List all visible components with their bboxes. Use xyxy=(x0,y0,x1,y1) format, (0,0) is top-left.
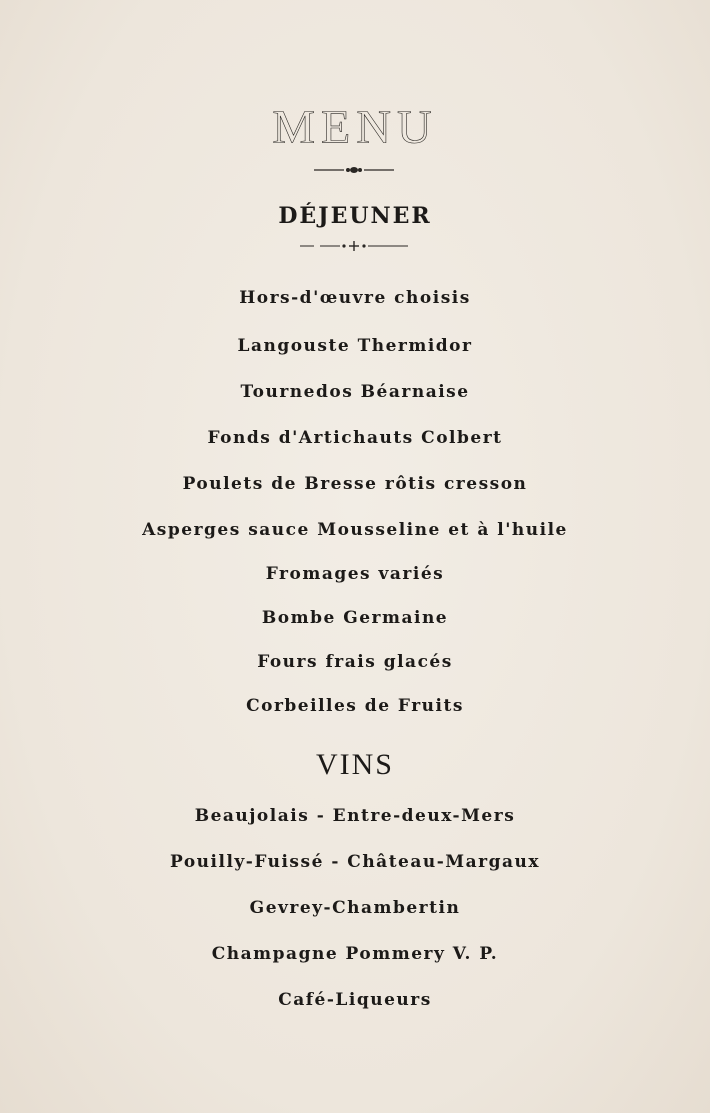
course-item: Fours frais glacés xyxy=(257,652,453,672)
wine-item: Café-Liqueurs xyxy=(278,990,432,1010)
menu-title: MENU xyxy=(272,101,438,154)
course-item: Fromages variés xyxy=(265,564,445,584)
course-item: Asperges sauce Mousseline et à l'huile xyxy=(142,520,568,540)
wine-item: Beaujolais - Entre-deux-Mers xyxy=(194,806,516,826)
wine-item: Gevrey-Chambertin xyxy=(249,898,461,918)
course-item: Corbeilles de Fruits xyxy=(246,696,464,716)
wine-item: Champagne Pommery V. P. xyxy=(211,944,499,964)
course-item: Tournedos Béarnaise xyxy=(240,382,470,402)
course-item: Poulets de Bresse rôtis cresson xyxy=(182,474,528,494)
title-ornament xyxy=(314,162,394,178)
meal-subtitle: DÉJEUNER xyxy=(278,203,432,229)
wine-item: Pouilly-Fuissé - Château-Margaux xyxy=(170,852,540,872)
course-item: Bombe Germaine xyxy=(261,608,449,628)
course-item: Hors-d'œuvre choisis xyxy=(239,288,471,308)
course-item: Fonds d'Artichauts Colbert xyxy=(207,428,503,448)
subtitle-ornament xyxy=(300,239,408,253)
course-item: Langouste Thermidor xyxy=(237,336,473,356)
wines-heading: VINS xyxy=(315,748,394,781)
